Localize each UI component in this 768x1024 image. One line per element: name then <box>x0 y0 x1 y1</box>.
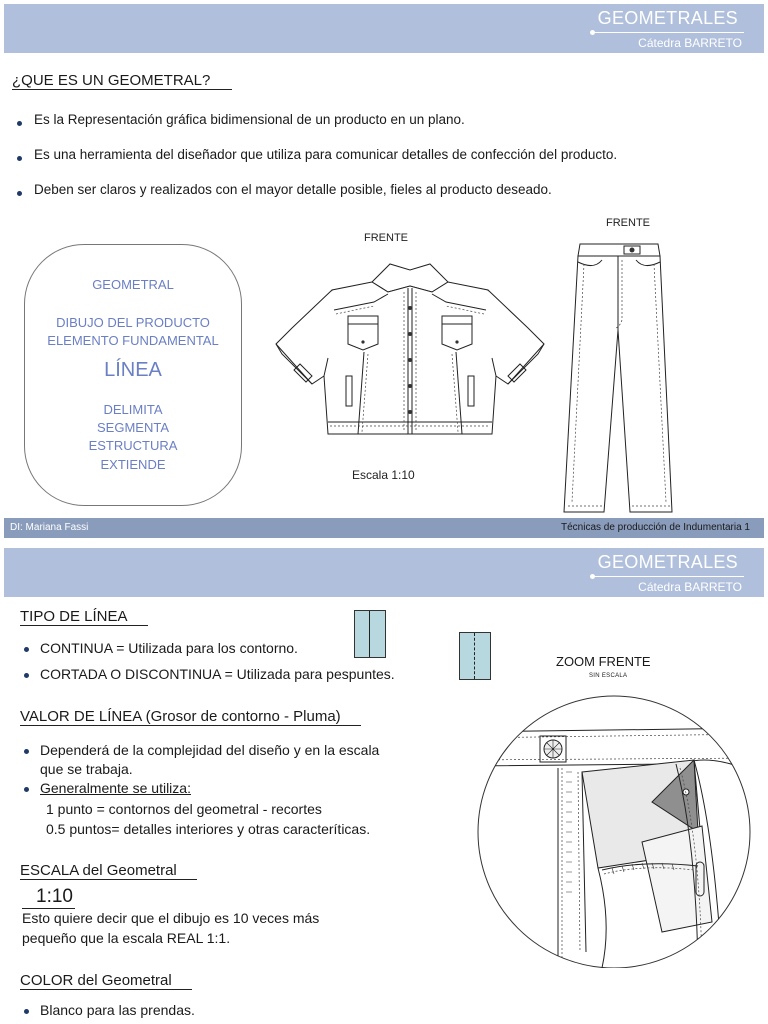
tipo-linea-title: TIPO DE LÍNEA <box>20 608 148 626</box>
escala-value: 1:10 <box>22 886 75 909</box>
concept-estructura: ESTRUCTURA <box>88 438 178 453</box>
concept-delimita: DELIMITA <box>103 402 163 417</box>
footer-author: DI: Mariana Fassi <box>10 522 89 533</box>
bullet-item: Deben ser claros y realizados con el mayor detalle posible, fieles al producto deseado. <box>14 182 617 197</box>
header-band <box>4 4 764 53</box>
zoom-subtitle: SIN ESCALA <box>589 673 628 679</box>
question-title: ¿QUE ES UN GEOMETRAL? <box>12 72 232 90</box>
concept-linea: LÍNEA <box>104 359 162 381</box>
escala-title: ESCALA del Geometral <box>20 862 197 880</box>
valor-linea-list <box>22 741 379 798</box>
header-subtitle: Cátedra BARRETO <box>638 36 742 50</box>
list-item: CORTADA O DISCONTINUA = Utilizada para pespuntes. <box>22 665 395 684</box>
color-list <box>22 1001 195 1020</box>
header-title: GEOMETRALES <box>597 552 738 572</box>
zoom-detail-drawing <box>462 692 768 968</box>
definition-bullets <box>14 112 617 217</box>
valor-item2: Generalmente se utiliza: <box>40 780 191 796</box>
list-item <box>22 779 379 798</box>
concept-elemento: ELEMENTO FUNDAMENTAL <box>47 333 219 348</box>
scale-label: Escala 1:10 <box>352 468 415 482</box>
concept-geometral: GEOMETRAL <box>92 277 174 292</box>
zoom-title: ZOOM FRENTE <box>556 654 651 669</box>
header-title: GEOMETRALES <box>597 8 738 28</box>
concept-dibujo: DIBUJO DEL PRODUCTO <box>56 315 210 330</box>
list-item: CONTINUA = Utilizada para los contorno. <box>22 639 395 658</box>
valor-sub2: 0.5 puntos= detalles interiores y otras caracteríticas. <box>46 821 371 837</box>
escala-desc1: Esto quiere decir que el dibujo es 10 veces más <box>22 910 320 926</box>
concept-segmenta: SEGMENTA <box>97 420 169 435</box>
list-item <box>22 741 379 779</box>
header-subtitle: Cátedra BARRETO <box>638 580 742 594</box>
tipo-linea-list <box>22 639 395 684</box>
jacket-flat-drawing <box>272 258 548 440</box>
dashed-line-swatch <box>459 632 491 680</box>
header-divider <box>592 576 744 577</box>
jacket-label: FRENTE <box>364 232 408 244</box>
header-divider <box>592 32 744 33</box>
footer-course: Técnicas de producción de Indumentaria 1 <box>560 522 750 533</box>
valor-sub1: 1 punto = contornos del geometral - recortes <box>46 801 322 817</box>
bullet-item: Es una herramienta del diseñador que utiliza para comunicar detalles de confección del producto. <box>14 147 617 162</box>
concept-box <box>24 244 242 506</box>
valor-item1-line2: que se trabaja. <box>40 761 133 777</box>
continuous-line-swatch <box>354 610 386 658</box>
slide-2 <box>0 544 768 1024</box>
valor-linea-title: VALOR DE LÍNEA (Grosor de contorno - Pluma) <box>20 708 361 726</box>
pants-flat-drawing <box>554 240 682 514</box>
concept-extiende: EXTIENDE <box>100 457 166 472</box>
header-band <box>4 548 764 597</box>
valor-item1-line1: Dependerá de la complejidad del diseño y en la escala <box>40 742 380 758</box>
bullet-item: Es la Representación gráfica bidimensional de un producto en un plano. <box>14 112 617 127</box>
pants-label: FRENTE <box>606 217 650 229</box>
escala-desc2: pequeño que la escala REAL 1:1. <box>22 930 231 946</box>
list-item: Blanco para las prendas. <box>22 1001 195 1020</box>
color-title: COLOR del Geometral <box>20 972 192 990</box>
footer-band <box>4 518 764 538</box>
